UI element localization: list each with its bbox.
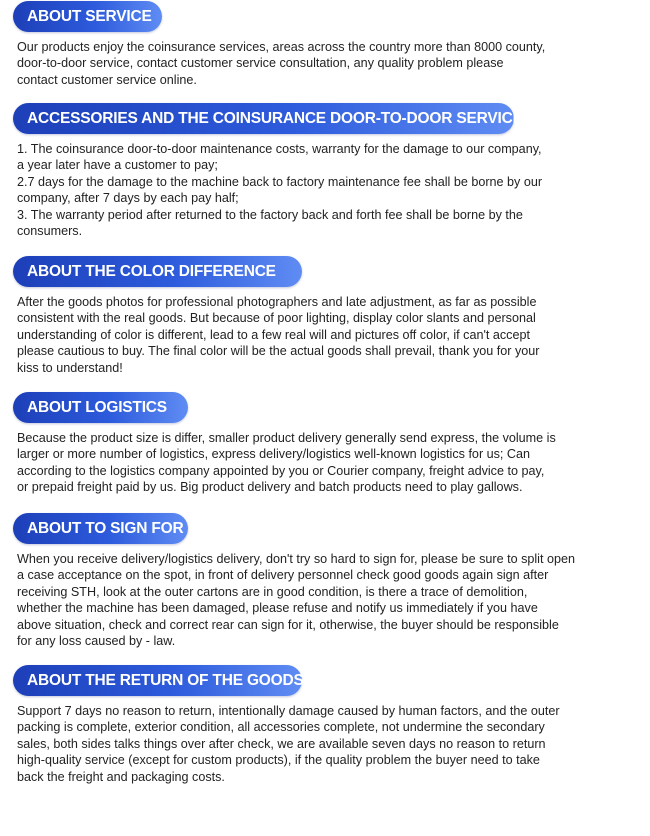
text-line: When you receive delivery/logistics delivery, don't try so hard to sign for, please be sure to split open xyxy=(17,552,575,566)
text-line: for any loss caused by - law. xyxy=(17,634,176,649)
text-line: a case acceptance on the spot, in front of delivery personnel check good goods again sign after xyxy=(17,568,549,583)
text-line: understanding of color is different, lead to a few real will and pictures off color, if can't accept xyxy=(17,327,530,342)
text-line: door-to-door service, contact customer service consultation, any quality problem please xyxy=(17,56,504,71)
text-line: Support 7 days no reason to return, intentionally damage caused by human factors, and the outer xyxy=(17,704,560,718)
section-heading: ABOUT SERVICE xyxy=(13,1,162,32)
text-line: 2.7 days for the damage to the machine back to factory maintenance fee shall be borne by our xyxy=(17,174,543,189)
text-line: whether the machine has been damaged, please refuse and notify us immediately if you have xyxy=(17,601,538,616)
text-line: 1. The coinsurance door-to-door maintenance costs, warranty for the damage to our company, xyxy=(17,142,542,156)
text-line: Because the product size is differ, smaller product delivery generally send express, the volume is xyxy=(17,431,556,445)
section-body xyxy=(17,703,637,785)
text-line: packing is complete, exterior condition, all accessories complete, not undermine the secondary xyxy=(17,720,545,735)
text-line: consumers. xyxy=(17,224,83,239)
section-body xyxy=(17,551,637,649)
text-line: kiss to understand! xyxy=(17,360,123,375)
section-body xyxy=(17,430,637,496)
text-line: back the freight and packaging costs. xyxy=(17,769,225,784)
text-line: receiving STH, look at the outer cartons are in good condition, is there a trace of demolition, xyxy=(17,584,528,599)
section-body xyxy=(17,141,637,239)
section-heading: ACCESSORIES AND THE COINSURANCE DOOR-TO-DOOR SERVICE xyxy=(13,103,514,134)
text-line: or prepaid freight paid by us. Big product delivery and batch products need to play gallows. xyxy=(17,480,523,495)
text-line: sales, both sides talks things over after check, we are available seven days no reason to return xyxy=(17,736,546,751)
text-line: 3. The warranty period after returned to the factory back and forth fee shall be borne by the xyxy=(17,207,523,222)
text-line: high-quality service (except for custom products), if the quality problem the buyer need to take xyxy=(17,753,540,768)
text-line: please cautious to buy. The final color will be the actual goods shall prevail, thank you for your xyxy=(17,344,540,359)
section-heading: ABOUT TO SIGN FOR xyxy=(13,513,188,544)
text-line: company, after 7 days by each pay half; xyxy=(17,191,239,206)
text-line: according to the logistics company appointed by you or Courier company, freight advice to pay, xyxy=(17,463,545,478)
text-line: a year later have a customer to pay; xyxy=(17,158,218,173)
section-body xyxy=(17,39,637,88)
section-body xyxy=(17,294,637,376)
text-line: After the goods photos for professional photographers and late adjustment, as far as possible xyxy=(17,295,537,309)
section-heading: ABOUT THE RETURN OF THE GOODS xyxy=(13,665,302,696)
section-heading: ABOUT LOGISTICS xyxy=(13,392,188,423)
text-line: Our products enjoy the coinsurance services, areas across the country more than 8000 county, xyxy=(17,40,546,54)
text-line: larger or more number of logistics, express delivery/logistics well-known logistics for us; Can xyxy=(17,447,531,462)
text-line: consistent with the real goods. But because of poor lighting, display color slants and personal xyxy=(17,311,536,326)
text-line: above situation, check and correct rear can sign for it, otherwise, the buyer should be responsible xyxy=(17,617,559,632)
section-heading: ABOUT THE COLOR DIFFERENCE xyxy=(13,256,302,287)
text-line: contact customer service online. xyxy=(17,72,197,87)
